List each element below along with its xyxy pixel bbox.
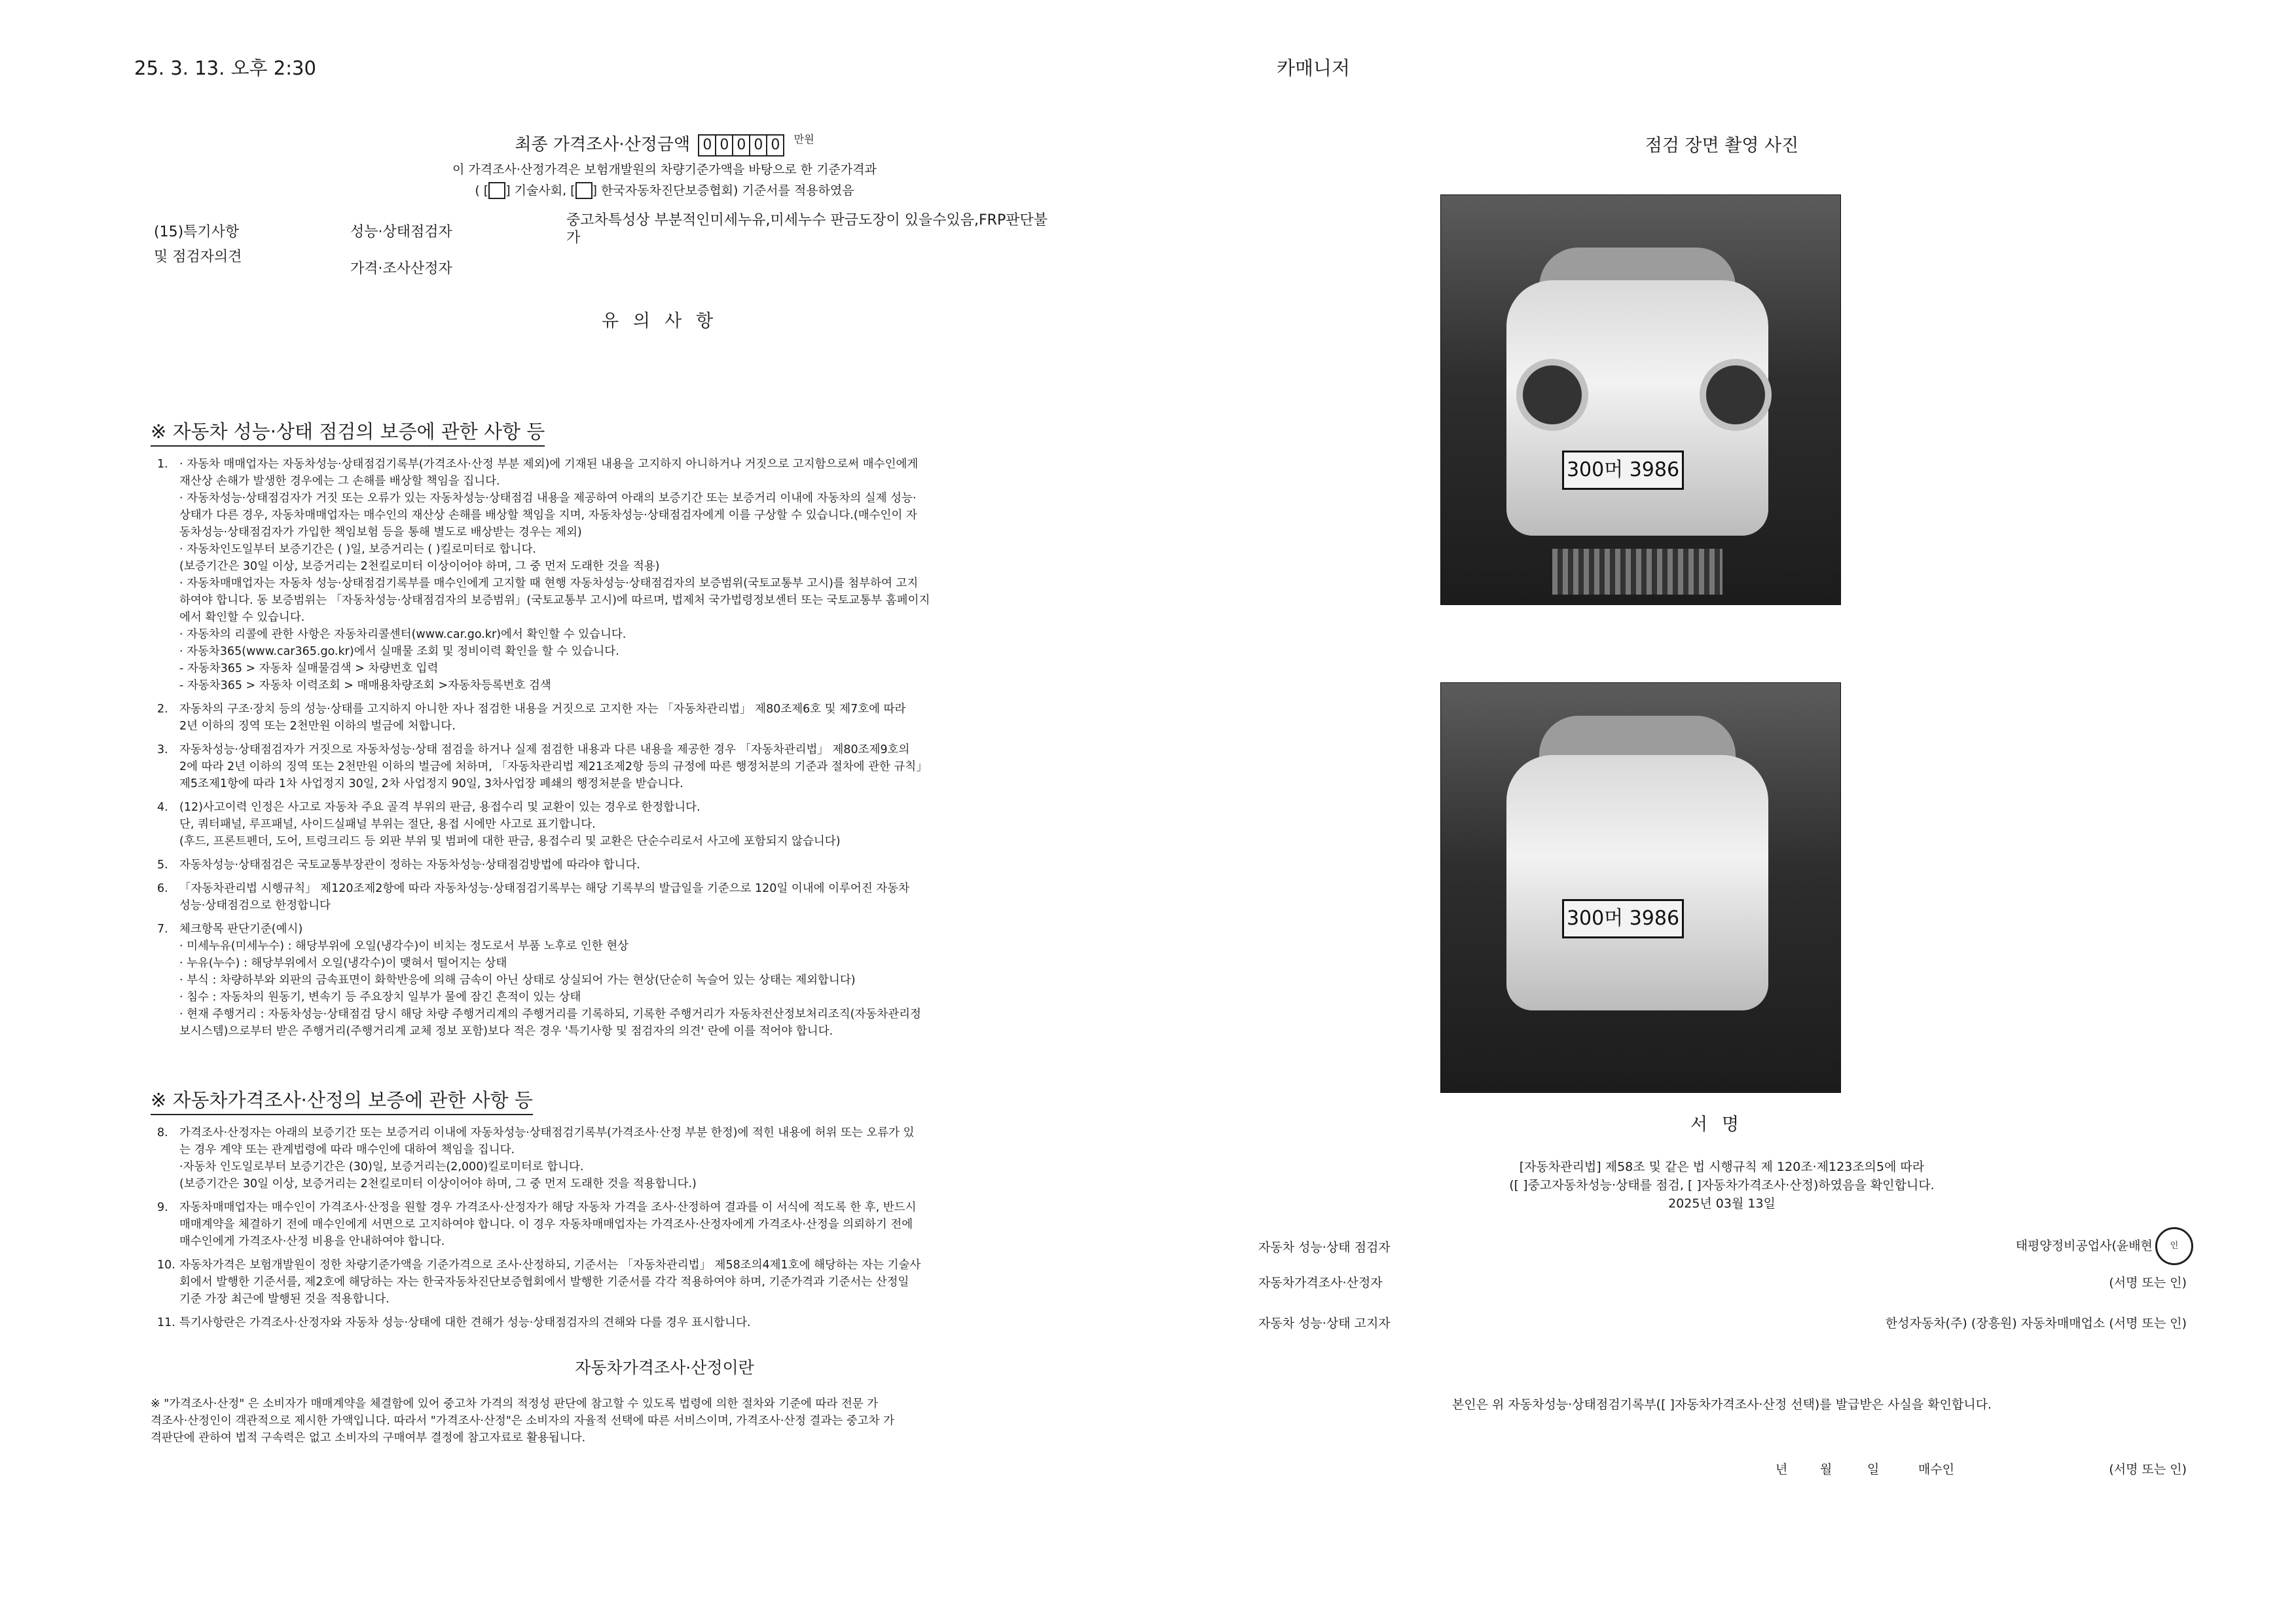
notice-line: 재산상 손해가 발생한 경우에는 그 손해를 배상할 책임을 집니다. — [179, 474, 500, 488]
performance-items — [151, 456, 1178, 1040]
notice-line: 2에 따라 2년 이하의 징역 또는 2천만원 이하의 벌금에 처하며, 「자동차관리법 제21조제2항 등의 규정에 따른 행정처분의 기준과 절차에 관한 규칙」 — [179, 760, 928, 773]
notice-item — [151, 1257, 1178, 1308]
notice-line: 동차성능·상태점검자가 가입한 책임보험 등을 통해 별도로 배상받는 경우는 제외) — [179, 525, 582, 539]
notice-item — [151, 1124, 1178, 1192]
section-title-performance: ※ 자동차 성능·상태 점검의 보증에 관한 사항 등 — [151, 417, 545, 447]
definition-line: 격판단에 관하여 법적 구속력은 없고 소비자의 구매여부 결정에 참고자료로 활용됩니다. — [151, 1431, 586, 1445]
site-name: 카매니저 — [1277, 57, 1351, 79]
notice-line: - 자동차365 > 자동차 실매물검색 > 차량번호 입력 — [179, 661, 439, 675]
checkbox-tech-society — [488, 182, 505, 199]
notice-item-number: 4. — [157, 800, 168, 814]
notice-item — [151, 880, 1178, 914]
inspector-opinion: 중고차특성상 부분적인미세누유,미세누수 판금도장이 있을수있음,FRP판단불 가 — [566, 212, 1048, 246]
headlight-left — [1516, 359, 1588, 431]
notice-line: 제5조제1항에 따라 1차 사업정지 30일, 2차 사업정지 90일, 3차사업장 폐쇄의 행정처분을 받습니다. — [179, 777, 683, 790]
final-price-row — [151, 131, 1178, 157]
pricing-definition-body — [151, 1395, 1178, 1447]
price-digit: 0 — [749, 134, 767, 157]
notice-line: 매매계약을 체결하기 전에 매수인에게 서면으로 고지하여야 합니다. 이 경우 자동차매매업자는 가격조사·산정자에게 가격조사·산정을 의뢰하기 전에 — [179, 1217, 913, 1231]
notice-item — [151, 799, 1178, 850]
car-body-rear — [1506, 755, 1768, 1010]
print-datetime: 25. 3. 13. 오후 2:30 — [134, 57, 316, 79]
notice-line: 에서 확인할 수 있습니다. — [179, 610, 305, 624]
price-digit: 0 — [766, 134, 784, 157]
photo-section-title: 점검 장면 촬영 사진 — [1645, 136, 1799, 156]
notice-line: · 누유(누수) : 해당부위에서 오일(냉각수)이 맺혀서 떨어지는 상태 — [179, 956, 507, 970]
notice-line: · 자동차 매매업자는 자동차성능·상태점검기록부(가격조사·산정 부분 제외)에 기재된 내용을 고지하지 아니하거나 거짓으로 고지함으로써 매수인에게 — [179, 457, 919, 471]
notice-line: 는 경우 계약 또는 관계법령에 따라 매수인에 대하여 책임을 집니다. — [179, 1143, 515, 1156]
notice-item-number: 6. — [157, 881, 168, 895]
price-note-1: 이 가격조사·산정가격은 보험개발원의 차량기준가액을 바탕으로 한 기준가격과 — [452, 162, 877, 177]
pricing-definition-title: 자동차가격조사·산정이란 — [575, 1357, 754, 1377]
notice-item-number: 5. — [157, 858, 168, 872]
price-boxes — [699, 134, 784, 157]
notice-line: 하여야 합니다. 동 보증범위는 「자동차성능·상태점검자의 보증범위」(국토교통부 고시)에 따르며, 법제처 국가법령정보센터 또는 국토교통부 홈페이지 — [179, 593, 930, 607]
pricing-items — [151, 1124, 1178, 1331]
definition-line: ※ "가격조사·산정" 은 소비자가 매매계약을 체결함에 있어 중고차 가격의 적정성 판단에 참고할 수 있도록 법령에 의한 절차와 기준에 따라 전문 가 — [151, 1397, 879, 1411]
notice-item — [151, 701, 1178, 735]
notice-line: · 자동차매매업자는 자동차 성능·상태점검기록부를 매수인에게 고지할 때 현행 자동차성능·상태점검자의 보증범위(국토교통부 고시)를 첨부하여 고지 — [179, 576, 919, 590]
notice-item — [151, 1199, 1178, 1250]
notice-line: 자동차성능·상태점검은 국토교통부장관이 정하는 자동차성능·상태점검방법에 따라야 합니다. — [179, 858, 640, 872]
notice-line: 매수인에게 가격조사·산정 비용을 안내하여야 합니다. — [179, 1234, 445, 1248]
notice-line: · 자동차성능·상태점검자가 거짓 또는 오류가 있는 자동차성능·상태점검 내용을 제공하여 아래의 보증기간 또는 보증거리 이내에 자동차의 실제 성능· — [179, 491, 917, 505]
price-digit: 0 — [732, 134, 750, 157]
notice-line: 자동차가격은 보험개발원이 정한 차량기준가액을 기준가격으로 조사·산정하되, 기준서는 「자동차관리법」 제58조의4제1호에 해당하는 자는 기술사 — [179, 1258, 921, 1272]
floor-grate — [1552, 549, 1722, 595]
headlight-right — [1700, 359, 1772, 431]
notice-line: · 자동차의 리콜에 관한 사항은 자동차리콜센터(www.car.go.kr)에서 확인할 수 있습니다. — [179, 627, 627, 641]
notice-line: 「자동차관리법 시행규칙」 제120조제2항에 따라 자동차성능·상태점검기록부는 해당 기록부의 발급일을 기준으로 120일 이내에 이루어진 자동차 — [179, 881, 910, 895]
right-column — [1244, 118, 2200, 1486]
notice-line: 자동차매매업자는 매수인이 가격조사·산정을 원할 경우 가격조사·산정자가 해당 자동차 가격을 조사·산정하여 결과를 이 서식에 적도록 한 후, 반드시 — [179, 1200, 917, 1214]
inspector-label: 성능·상태점검자 — [350, 223, 452, 240]
notice-line: (보증기간은 30일 이상, 보증거리는 2천킬로미터 이상이어야 하며, 그 중 먼저 도래한 것을 적용) — [179, 559, 660, 573]
final-price-label: 최종 가격조사·산정금액 — [515, 135, 691, 155]
notice-line: 단, 쿼터패널, 루프패널, 사이드실패널 부위는 절단, 용접 시에만 사고로 표기합니다. — [179, 817, 596, 831]
notice-line: · 침수 : 자동차의 원동기, 변속기 등 주요장치 일부가 물에 잠긴 흔적이 있는 상태 — [179, 990, 581, 1004]
notice-line: 가격조사·산정자는 아래의 보증기간 또는 보증거리 이내에 자동차성능·상태점검기록부(가격조사·산정 부분 한정)에 적힌 내용에 허위 또는 오류가 있 — [179, 1126, 915, 1139]
notice-line: 기준 가장 최근에 발행된 것을 적용합니다. — [179, 1292, 390, 1306]
notice-line: 성능·상태점검으로 한정합니다 — [179, 898, 331, 912]
price-unit: 만원 — [793, 133, 814, 145]
buyer-confirmation: 본인은 위 자동차성능·상태점검기록부([ ]자동차가격조사·산정 선택)를 발급받은 사실을 확인합니다. — [1451, 1397, 1992, 1412]
seal-stamp: 인 — [2155, 1227, 2193, 1265]
notice-line: 상태가 다른 경우, 자동차매매업자는 매수인의 재산상 손해를 배상할 책임을 지며, 자동차성능·상태점검자에게 이를 구상할 수 있습니다.(매수인이 자 — [179, 508, 917, 522]
notice-item-number: 1. — [157, 457, 168, 471]
price-note-2: ( [ ] 기술사회, [ ] 한국자동차진단보증협회) 기준서를 적용하였음 — [151, 180, 1178, 201]
special-label-2: 및 점검자의견 — [154, 248, 242, 265]
special-notes — [151, 212, 1178, 280]
notice-line: ·자동차 인도일로부터 보증기간은 (30)일, 보증거리는(2,000)킬로미터로 합니다. — [179, 1160, 584, 1173]
signature-row-appraiser: 자동차가격조사·산정자 (서명 또는 인) — [1258, 1276, 2187, 1290]
notice-item — [151, 857, 1178, 874]
signature-row-notifier: 자동차 성능·상태 고지자 한성자동차(주) (장흥원) 자동차매매업소 (서명 또는 인) — [1258, 1316, 2187, 1331]
notice-line: 보시스템)으로부터 받은 주행거리(주행거리계 교체 정보 포함)보다 적은 경우 '특기사항 및 점검자의 의견' 란에 이를 적어야 합니다. — [179, 1024, 833, 1038]
notice-line: 2년 이하의 징역 또는 2천만원 이하의 벌금에 처합니다. — [179, 719, 456, 733]
notice-item-number: 11. — [157, 1316, 175, 1329]
inspection-photo-front — [1440, 194, 1841, 605]
notice-item — [151, 921, 1178, 1040]
notice-line: · 미세누유(미세누수) : 해당부위에 오일(냉각수)이 비치는 정도로서 부품 노후로 인한 현상 — [179, 939, 629, 953]
notice-item — [151, 741, 1178, 792]
left-column — [151, 118, 1178, 1447]
notice-line: 자동차의 구조·장치 등의 성능·상태를 고지하지 아니한 자나 점검한 내용을 거짓으로 고지한 자는 「자동차관리법」 제80조제6호 및 제7호에 따라 — [179, 702, 906, 716]
notice-line: 자동차성능·상태점검자가 거짓으로 자동차성능·상태 점검을 하거나 실제 점검한 내용과 다른 내용을 제공한 경우 「자동차관리법」 제80조제9호의 — [179, 743, 910, 756]
notice-line: · 부식 : 차량하부와 외판의 금속표면이 화학반응에 의해 금속이 아닌 상태로 상실되어 가는 현상(단순히 녹슬어 있는 상태는 제외합니다) — [179, 973, 856, 987]
checkbox-kadia — [575, 182, 592, 199]
price-digit: 0 — [715, 134, 733, 157]
signature-row-inspector: 자동차 성능·상태 점검자 태평양정비공업사(윤배현 인 — [1244, 1227, 2200, 1268]
notice-item-number: 2. — [157, 702, 168, 716]
buyer-sign-row: 년 월 일 매수인 (서명 또는 인) — [1776, 1462, 2187, 1477]
notice-line: 체크항목 판단기준(예시) — [179, 922, 303, 936]
notice-item-number: 10. — [157, 1258, 175, 1272]
notice-line: 회에서 발행한 기준서를, 제2호에 해당하는 자는 한국자동차진단보증협회에서 발행한 기준서를 각각 적용하여야 하며, 기준가격과 기준서는 산정일 — [179, 1275, 909, 1289]
notice-line: - 자동차365 > 자동차 이력조회 > 매매용차량조회 >자동차등록번호 검색 — [179, 678, 551, 692]
inspection-photo-rear — [1440, 682, 1841, 1093]
notice-line: (후드, 프론트펜더, 도어, 트렁크리드 등 외판 부위 및 범퍼에 대한 판금, 용접수리 및 교환은 단순수리로서 사고에 포함되지 않습니다) — [179, 834, 841, 848]
notice-line: · 현재 주행거리 : 자동차성능·상태점검 당시 해당 차량 주행거리계의 주행거리를 기록하되, 기록한 주행거리가 자동차전산정보처리조직(자동차관리정 — [179, 1007, 921, 1021]
special-label-1: (15)특기사항 — [154, 223, 240, 240]
notice-item-number: 7. — [157, 922, 168, 936]
notice-line: (보증기간은 30일 이상, 보증거리는 2천킬로미터 이상이어야 하며, 그 중 먼저 도래한 것을 적용합니다.) — [179, 1177, 697, 1190]
price-digit: 0 — [698, 134, 716, 157]
definition-line: 격조사·산정인이 객관적으로 제시한 가액입니다. 따라서 "가격조사·산정"은 소비자의 자율적 선택에 따른 서비스이며, 가격조사·산정 결과는 중고차 가 — [151, 1414, 895, 1428]
signature-title: 서명 — [1690, 1115, 1754, 1135]
notice-item-number: 8. — [157, 1126, 168, 1139]
notice-line: 특기사항란은 가격조사·산정자와 자동차 성능·상태에 대한 견해가 성능·상태점검자의 견해와 다를 경우 표시합니다. — [179, 1316, 751, 1329]
notice-item — [151, 456, 1178, 694]
notice-line: · 자동차365(www.car365.go.kr)에서 실매물 조회 및 정비이력 확인을 할 수 있습니다. — [179, 644, 619, 658]
signature-law-text: [자동차관리법] 제58조 및 같은 법 시행규칙 제 120조·제123조의5에 따라 ([ ]중고자동차성능·상태를 점검, [ ]자동차가격조사·산정)하였음을 확인합니다. 2025년 03월 13일 — [1509, 1160, 1935, 1211]
notice-line: (12)사고이력 인정은 사고로 자동차 주요 골격 부위의 판금, 용접수리 및 교환이 있는 경우로 한정합니다. — [179, 800, 701, 814]
notice-item — [151, 1314, 1178, 1331]
section-title-pricing: ※ 자동차가격조사·산정의 보증에 관한 사항 등 — [151, 1086, 533, 1115]
notice-item-number: 9. — [157, 1200, 168, 1214]
license-plate-front: 300머 3986 — [1562, 451, 1684, 490]
notice-line: · 자동차인도일부터 보증기간은 ( )일, 보증거리는 ( )킬로미터로 합니다. — [179, 542, 536, 556]
license-plate-rear: 300머 3986 — [1562, 899, 1684, 938]
caution-title: 유의사항 — [601, 310, 728, 331]
signature-rows — [1244, 1227, 2200, 1349]
appraiser-label: 가격·조사산정자 — [350, 260, 452, 277]
notice-item-number: 3. — [157, 743, 168, 756]
